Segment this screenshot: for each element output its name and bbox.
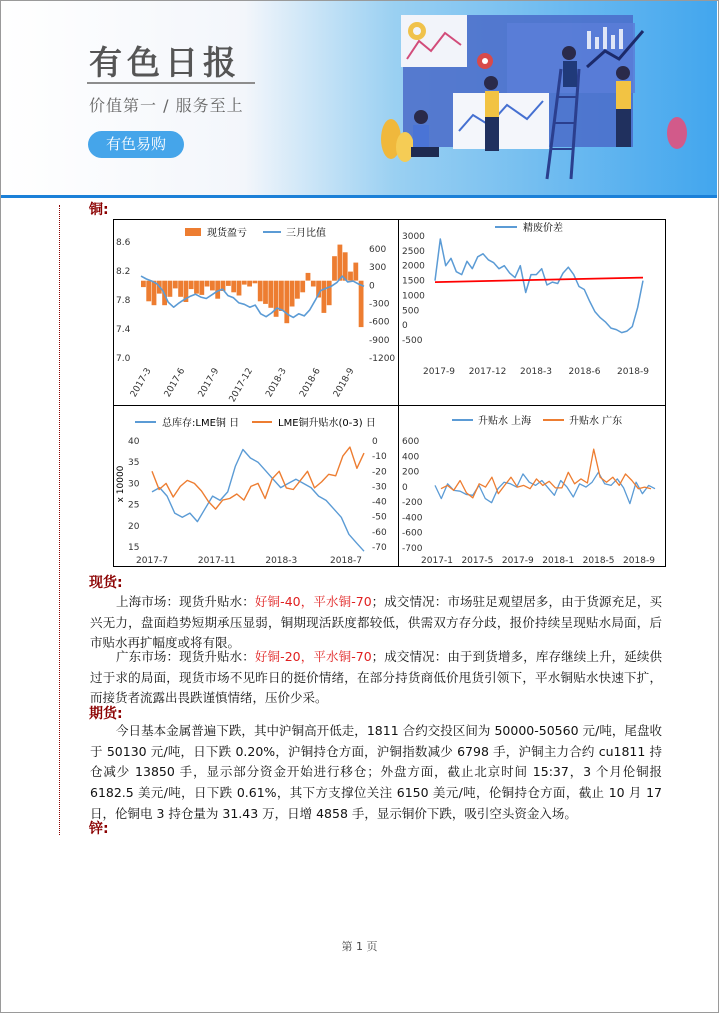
tick-x-3: 2018-6 bbox=[568, 367, 601, 377]
section-zinc-label: 锌: bbox=[89, 821, 109, 837]
banner-illustration bbox=[361, 1, 717, 195]
tick-y-3: 0 bbox=[402, 482, 408, 493]
legend-label-lme-spread: LME铜升贴水(0-3) 日 bbox=[278, 418, 376, 429]
legend-label-lme-stock: 总库存:LME铜 日 bbox=[162, 418, 240, 429]
bar-spot-pnl-41 bbox=[359, 281, 364, 327]
page-number: 第 1 页 bbox=[341, 940, 378, 953]
banner-badge: 有色易购 bbox=[88, 131, 184, 158]
line-lme-spread bbox=[152, 447, 364, 509]
tick-y-4: -200 bbox=[402, 498, 423, 509]
bar-spot-pnl-16 bbox=[226, 281, 231, 286]
tick-y-left-5: 15 bbox=[128, 543, 140, 553]
tick-x-0: 2017-7 bbox=[136, 556, 168, 566]
tick-y-left-2: 7.8 bbox=[116, 296, 131, 306]
line-lme-stock bbox=[152, 450, 364, 552]
tick-x-1: 2017-11 bbox=[197, 556, 236, 566]
tick-x-5: 2018-9 bbox=[623, 556, 655, 566]
bar-spot-pnl-18 bbox=[237, 281, 242, 296]
tick-x-4: 2018-5 bbox=[582, 556, 615, 566]
bar-spot-pnl-30 bbox=[300, 281, 305, 293]
tick-x-3: 2017-12 bbox=[227, 366, 256, 405]
bar-spot-pnl-19 bbox=[242, 281, 247, 285]
spot-shanghai-prefix: 上海市场：现货升贴水： bbox=[116, 594, 255, 609]
tick-x-5: 2018-6 bbox=[298, 366, 323, 400]
line-premium-guangdong bbox=[441, 449, 651, 498]
tick-y-right-4: -600 bbox=[369, 317, 390, 328]
tick-y-right-6: -1200 bbox=[369, 354, 396, 364]
bar-spot-pnl-10 bbox=[194, 281, 199, 294]
bar-spot-pnl-17 bbox=[231, 281, 236, 293]
tick-y-2: 2000 bbox=[402, 261, 425, 272]
tick-x-1: 2017-5 bbox=[461, 556, 494, 566]
tick-x-2: 2017-9 bbox=[196, 366, 222, 400]
tick-y-6: -600 bbox=[402, 528, 423, 539]
bar-spot-pnl-5 bbox=[168, 281, 173, 297]
bar-spot-pnl-27 bbox=[284, 281, 289, 324]
bar-spot-pnl-26 bbox=[279, 281, 284, 311]
chart-lme-stock-spread bbox=[114, 406, 398, 566]
tick-y-5: -400 bbox=[402, 513, 423, 524]
tick-y-right-3: -30 bbox=[372, 482, 387, 493]
tick-y-right-2: -20 bbox=[372, 467, 387, 478]
legend-label-guangdong: 升贴水 广东 bbox=[569, 416, 623, 427]
tick-y-7: -500 bbox=[402, 336, 423, 346]
bar-spot-pnl-29 bbox=[295, 281, 300, 299]
bar-spot-pnl-1 bbox=[146, 281, 151, 302]
tick-y-right-4: -40 bbox=[372, 497, 387, 508]
tick-y-right-5: -50 bbox=[372, 512, 387, 523]
spot-shanghai-paragraph bbox=[90, 592, 662, 654]
banner-title: 有色日报 bbox=[89, 43, 241, 82]
bar-spot-pnl-24 bbox=[268, 281, 273, 308]
spot-guangdong-paragraph bbox=[90, 647, 662, 709]
tick-y-left-0: 40 bbox=[128, 437, 140, 447]
tick-x-2: 2017-9 bbox=[501, 556, 534, 566]
section-futures-label: 期货: bbox=[89, 706, 123, 722]
tick-y-left-2: 30 bbox=[128, 479, 140, 490]
tick-x-0: 2017-1 bbox=[421, 556, 453, 566]
tick-y-left-3: 25 bbox=[128, 500, 140, 511]
tick-y-left-4: 20 bbox=[128, 521, 140, 532]
bar-spot-pnl-39 bbox=[348, 272, 353, 281]
banner-rule bbox=[87, 82, 255, 84]
tick-x-3: 2018-7 bbox=[330, 556, 362, 566]
section-spot-label: 现货: bbox=[89, 575, 123, 591]
bar-spot-pnl-12 bbox=[205, 281, 210, 287]
legend-label-spread: 精废价差 bbox=[523, 223, 563, 234]
bar-spot-pnl-13 bbox=[210, 281, 215, 291]
tick-y-left-0: 8.6 bbox=[116, 238, 131, 248]
tick-x-4: 2018-3 bbox=[264, 366, 289, 400]
tick-y-left-1: 8.2 bbox=[116, 267, 131, 277]
bar-spot-pnl-11 bbox=[199, 281, 204, 295]
tick-y-5: 500 bbox=[402, 306, 420, 317]
bar-spot-pnl-34 bbox=[322, 281, 327, 313]
line-spread bbox=[435, 239, 643, 333]
bar-spot-pnl-28 bbox=[290, 281, 295, 307]
tick-x-1: 2017-6 bbox=[162, 366, 188, 400]
tick-y-left-4: 7.0 bbox=[116, 354, 131, 364]
bar-spot-pnl-7 bbox=[178, 281, 183, 297]
bar-spot-pnl-35 bbox=[327, 281, 332, 306]
tick-y-1: 400 bbox=[402, 452, 420, 463]
tick-y-right-0: 600 bbox=[369, 245, 387, 255]
tick-x-2: 2018-3 bbox=[520, 367, 552, 377]
tick-x-4: 2018-9 bbox=[617, 367, 649, 377]
futures-paragraph: 今日基本金属普遍下跌，其中沪铜高开低走，1811 合约交投区间为 50000-50560 元/吨，尾盘收于 50130 元/吨，日下跌 0.20%，沪铜持仓方面，沪铜指数减少 6798 手，沪铜主力合约 cu1811 持仓减少 13850 手，显示部分资金开始进行移仓；外盘方面，截止北京时间 15:37，3 个月伦铜报 6182.5 美元/吨，日下跌 0.61%，其下方支撑位关注 6150 美元/吨，伦铜持仓方面，截止 10 月 17 日，伦铜电 3 持仓量为 31.43 万，日增 4858 手，显示铜价下跌，吸引空头资金入场。 bbox=[90, 723, 662, 821]
line-trend bbox=[435, 278, 643, 283]
tick-y-right-6: -60 bbox=[372, 527, 387, 538]
tick-y-1: 2500 bbox=[402, 246, 425, 257]
banner-slogan: 价值第一 / 服务至上 bbox=[89, 96, 244, 115]
header-banner bbox=[1, 1, 717, 195]
tick-y-left-3: 7.4 bbox=[116, 325, 131, 335]
tick-y-3: 1500 bbox=[402, 276, 425, 287]
bar-spot-pnl-21 bbox=[253, 281, 258, 284]
tick-x-1: 2017-12 bbox=[468, 367, 507, 377]
legend-label-shanghai: 升贴水 上海 bbox=[478, 416, 532, 427]
bar-spot-pnl-20 bbox=[247, 281, 252, 287]
legend-label-ratio: 三月比值 bbox=[286, 228, 326, 239]
bar-spot-pnl-22 bbox=[258, 281, 263, 302]
tick-y-right-7: -70 bbox=[372, 543, 387, 553]
bar-spot-pnl-23 bbox=[263, 281, 268, 304]
bar-spot-pnl-32 bbox=[311, 281, 316, 287]
tick-x-2: 2018-3 bbox=[265, 556, 298, 566]
spot-guangdong-prefix: 广东市场：现货升贴水： bbox=[116, 649, 255, 664]
bar-spot-pnl-0 bbox=[141, 281, 146, 287]
chart-spot-pnl-ratio bbox=[114, 220, 398, 405]
tick-y-6: 0 bbox=[402, 321, 408, 332]
tick-y-right-3: -300 bbox=[369, 299, 390, 310]
tick-y-right-1: -10 bbox=[372, 452, 387, 463]
chart-refined-scrap-spread bbox=[399, 220, 664, 405]
axis-unit-label: x 10000 bbox=[116, 465, 126, 503]
bar-spot-pnl-37 bbox=[338, 245, 343, 281]
tick-y-0: 600 bbox=[402, 437, 420, 447]
tick-y-right-5: -900 bbox=[369, 335, 390, 346]
spot-shanghai-premium: 好铜-40，平水铜-70 bbox=[254, 594, 372, 609]
tick-y-2: 200 bbox=[402, 467, 420, 478]
tick-y-0: 3000 bbox=[402, 232, 425, 242]
tick-x-6: 2018-9 bbox=[331, 366, 357, 400]
bar-spot-pnl-2 bbox=[152, 281, 157, 306]
legend-swatch-spot-pnl bbox=[185, 228, 201, 236]
tick-x-0: 2017-3 bbox=[128, 366, 154, 400]
line-premium-shanghai bbox=[435, 472, 655, 503]
bar-spot-pnl-31 bbox=[306, 273, 311, 281]
tick-y-right-2: 0 bbox=[369, 281, 375, 292]
tick-y-7: -700 bbox=[402, 544, 423, 554]
tick-y-left-1: 35 bbox=[128, 458, 140, 469]
tick-y-right-1: 300 bbox=[369, 263, 387, 274]
tick-x-0: 2017-9 bbox=[423, 367, 455, 377]
tick-y-right-0: 0 bbox=[372, 437, 378, 447]
spot-shanghai-body: ；成交情况：市场驻足观望居多，由于货源充足，买兴无力，盘面趋势短期承压显弱，铜期现活跃度都较低，供需双方存分歧，报价持续呈现贴水局面，后市贴水再扩幅度或将有限。 bbox=[90, 594, 662, 651]
legend-label-spot-pnl: 现货盈亏 bbox=[207, 228, 247, 239]
section-copper-label: 铜: bbox=[89, 202, 109, 218]
banner-divider bbox=[1, 195, 717, 198]
bar-spot-pnl-36 bbox=[332, 256, 337, 281]
chart-premium-sh-gd bbox=[399, 406, 664, 566]
tick-y-4: 1000 bbox=[402, 291, 425, 302]
margin-rule bbox=[59, 205, 60, 835]
tick-x-3: 2018-1 bbox=[542, 556, 575, 566]
bar-spot-pnl-6 bbox=[173, 281, 178, 289]
spot-guangdong-body: ；成交情况：由于到货增多，库存继续上升，延续供过于求的局面，现货市场不见昨日的挺价情绪，在部分持货商低价甩货引领下，平水铜贴水快速下扩，而接货者流露出畏跌谨慎情绪，压价少采。 bbox=[90, 649, 662, 706]
spot-guangdong-premium: 好铜-20，平水铜-70 bbox=[254, 649, 372, 664]
bar-spot-pnl-9 bbox=[189, 281, 194, 289]
bar-spot-pnl-40 bbox=[353, 263, 358, 281]
